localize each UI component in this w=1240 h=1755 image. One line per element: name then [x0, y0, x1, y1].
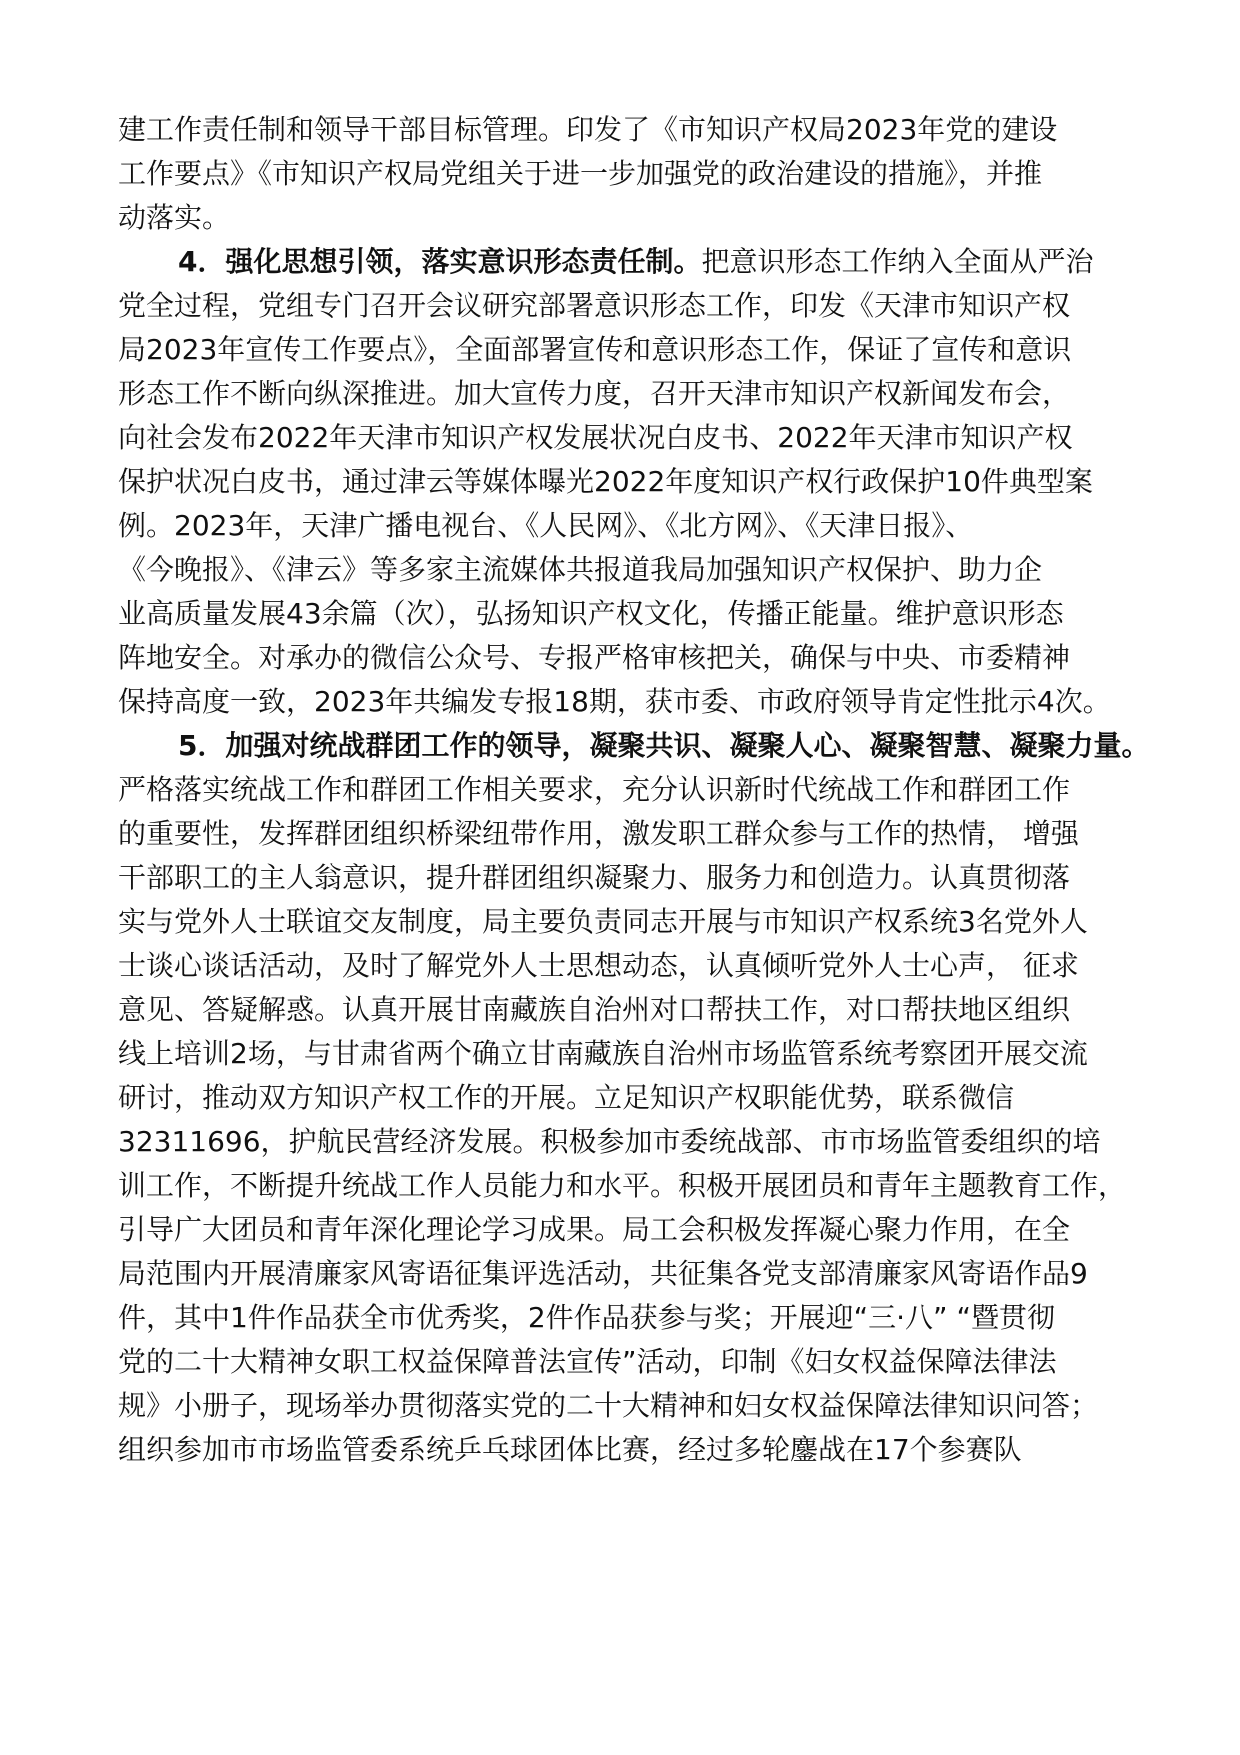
text-line: 的重要性，发挥群团组织桥梁纽带作用，激发职工群众参与工作的热情， 增强	[118, 817, 1079, 850]
text-line: 干部职工的主人翁意识，提升群团组织凝聚力、服务力和创造力。认真贯彻落	[118, 861, 1071, 894]
text-line: 业高质量发展43余篇（次），弘扬知识产权文化，传播正能量。维护意识形态	[118, 597, 1064, 630]
text-line: 局2023年宣传工作要点》，全面部署宣传和意识形态工作，保证了宣传和意识	[118, 333, 1072, 366]
text-line: 向社会发布2022年天津市知识产权发展状况白皮书、2022年天津市知识产权	[118, 421, 1073, 454]
text-line: 线上培训2场，与甘肃省两个确立甘南藏族自治州市场监管系统考察团开展交流	[118, 1037, 1088, 1070]
text-span: 把意识形态工作纳入全面从严治	[701, 245, 1094, 278]
text-line: 引导广大团员和青年深化理论学习成果。局工会积极发挥凝心聚力作用，在全	[118, 1213, 1071, 1246]
text-line: 党的二十大精神女职工权益保障普法宣传”活动，印制《妇女权益保障法律法	[118, 1345, 1057, 1378]
text-line: 训工作，不断提升统战工作人员能力和水平。积极开展团员和青年主题教育工作，	[118, 1169, 1127, 1202]
text-line: 局范围内开展清廉家风寄语征集评选活动，共征集各党支部清廉家风寄语作品9	[118, 1257, 1088, 1290]
text-line: 建工作责任制和领导干部目标管理。印发了《市知识产权局2023年党的建设	[118, 113, 1058, 146]
text-line: 党全过程，党组专门召开会议研究部署意识形态工作，印发《天津市知识产权	[118, 289, 1071, 322]
section-4-line	[178, 238, 1228, 286]
text-line: 形态工作不断向纵深推进。加大宣传力度，召开天津市知识产权新闻发布会，	[118, 377, 1071, 410]
text-line: 意见、答疑解惑。认真开展甘南藏族自治州对口帮扶工作，对口帮扶地区组织	[118, 993, 1071, 1026]
text-line: 动落实。	[118, 201, 231, 234]
text-line: 实与党外人士联谊交友制度，局主要负责同志开展与市知识产权系统3名党外人	[118, 905, 1088, 938]
section-5-line	[178, 722, 1228, 770]
text-line: 规》小册子，现场举办贯彻落实党的二十大精神和妇女权益保障法律知识问答；	[118, 1389, 1099, 1422]
text-line: 保持高度一致，2023年共编发专报18期，获市委、市政府领导肯定性批示4次。	[118, 685, 1111, 718]
text-line: 《今晚报》、《津云》等多家主流媒体共报道我局加强知识产权保护、助力企	[118, 553, 1043, 586]
section-4-heading: 4．强化思想引领，落实意识形态责任制。	[178, 245, 702, 278]
text-line: 阵地安全。对承办的微信公众号、专报严格审核把关，确保与中央、市委精神	[118, 641, 1071, 674]
text-line: 严格落实统战工作和群团工作相关要求，充分认识新时代统战工作和群团工作	[118, 773, 1071, 806]
text-line: 例。2023年，天津广播电视台、《人民网》、《北方网》、《天津日报》、	[118, 509, 974, 542]
text-line: 研讨，推动双方知识产权工作的开展。立足知识产权职能优势，联系微信	[118, 1081, 1015, 1114]
text-line: 保护状况白皮书，通过津云等媒体曝光2022年度知识产权行政保护10件典型案	[118, 465, 1093, 498]
text-line: 士谈心谈话活动，及时了解党外人士思想动态，认真倾听党外人士心声， 征求	[118, 949, 1079, 982]
text-line: 件，其中1件作品获全市优秀奖，2件作品获参与奖；开展迎“三·八” “暨贯彻	[118, 1301, 1055, 1334]
section-5-heading: 5．加强对统战群团工作的领导，凝聚共识、凝聚人心、凝聚智慧、凝聚力量。	[178, 729, 1150, 762]
text-line: 工作要点》《市知识产权局党组关于进一步加强党的政治建设的措施》，并推	[118, 157, 1043, 190]
text-line: 组织参加市市场监管委系统乒乓球团体比赛，经过多轮鏖战在17个参赛队	[118, 1433, 1022, 1466]
text-line: 32311696，护航民营经济发展。积极参加市委统战部、市市场监管委组织的培	[118, 1125, 1101, 1158]
